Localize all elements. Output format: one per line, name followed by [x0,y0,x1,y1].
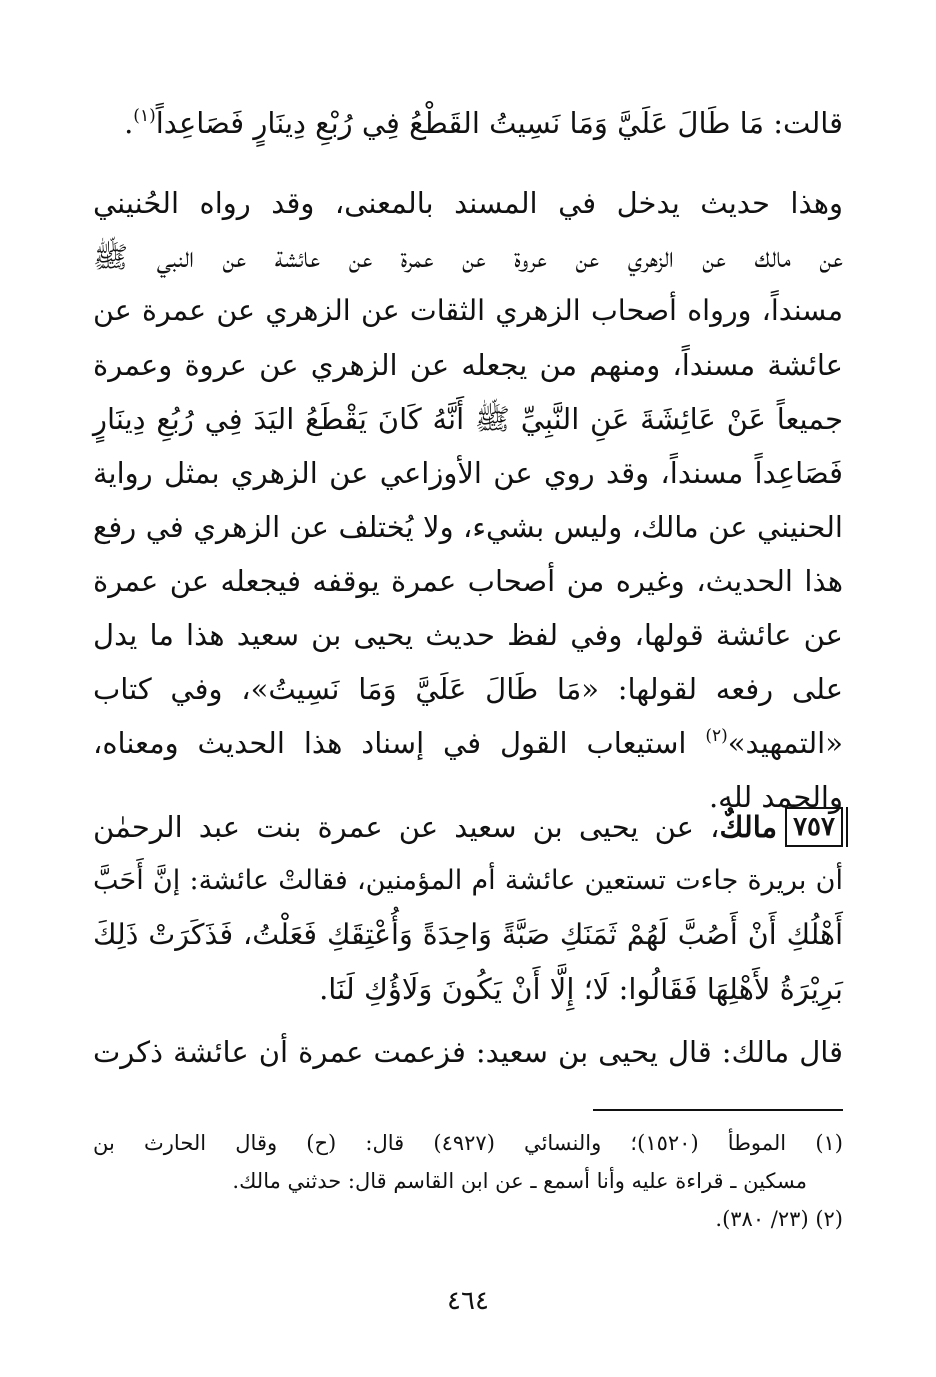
hadith-number-badge: ٧٥٧ [785,807,843,847]
paragraph-line [93,716,843,770]
footnote-ref-1[interactable]: (١) [133,106,156,126]
hadith-line: أَهْلُكِ أَنْ أَصُبَّ لَهُمْ ثَمَنَكِ صَبَّةً وَاحِدَةً وَأُعْتِقَكِ فَعَلْتُ، فَذَكَرَتْ ذَلِكَ [93,918,843,951]
footnote-divider [593,1109,843,1111]
paragraph-line: وهذا حديث يدخل في المسند بالمعنى، وقد رواه الحُنيني [93,186,843,220]
paragraph-line: عن عائشة قولها، وفي لفظ حديث يحيى بن سعيد هذا ما يدل [93,618,843,652]
commentary-paragraph [93,176,843,824]
paragraph-last-line: والحمد لله. [708,780,843,814]
malik-line: قال مالك: قال يحيى بن سعيد: فزعمت عمرة أن عائشة ذكرت [93,1035,843,1069]
intro-text: قالت: مَا طَالَ عَلَيَّ وَمَا نَسِيتُ القَطْعُ فِي رُبْعِ دِينَارٍ فَصَاعِداً [155,106,843,140]
intro-line [93,96,843,150]
intro-end: . [124,106,134,140]
footnote-ref-2[interactable]: (٢) [705,726,728,746]
hadith-first-line [93,800,843,854]
page-number: ٤٦٤ [447,1286,489,1316]
paragraph-line: عن مالك عن الزهري عن عروة عن عمرة عن عائشة عن النبي ﷺ [93,240,843,274]
paragraph-line: جميعاً عَنْ عَائِشَةَ عَنِ النَّبِيِّ ﷺ أَنَّهُ كَانَ يَقْطَعُ اليَدَ فِي رُبُعِ دِينَارٍ [93,402,843,436]
paragraph-line: هذا الحديث، وغيره من أصحاب عمرة يوقفه فيجعله عن عمرة [93,564,843,598]
isnad-text: ، عن يحيى بن سعيد عن عمرة بنت عبد الرحمٰن [93,810,720,844]
malik-statement [93,1025,843,1079]
narrator-name: مالكٌ [719,810,778,844]
footnote-2: (٢) (٢٣/ ٣٨٠). [715,1207,843,1231]
hadith-line: أن بريرة جاءت تستعين عائشة أم المؤمنين، فقالتْ عائشة: إنَّ أَحَبَّ [93,865,843,896]
footnote-1-line-1: (١) الموطأ (١٥٢٠)؛ والنسائي (٤٩٢٧) قال: (ح) وقال الحارث بن [93,1131,843,1155]
paragraph-line: الحنيني عن مالك، وليس بشيء، ولا يُختلف عن الزهري في رفع [93,510,843,544]
paragraph-line: على رفعه لقولها: «مَا طَالَ عَلَيَّ وَمَا نَسِيتُ»، وفي كتاب [93,672,843,706]
book-title: «التمهيد» [727,726,843,760]
hadith-757 [93,800,843,1016]
paragraph-line: فَصَاعِداً مسنداً، وقد روي عن الأوزاعي عن الزهري بمثل رواية [93,456,843,490]
paragraph-line-end: استيعاب القول في إسناد هذا الحديث ومعناه، [93,726,706,760]
hadith-last-line: بَرِيْرَةُ لأَهْلِهَا فَقَالُوا: لَا؛ إِلَّا أَنْ يَكُونَ وَلَاؤُكِ لَنَا. [319,972,843,1006]
footnote-1-line-2: مسكين ـ قراءة عليه وأنا أسمع ـ عن ابن القاسم قال: حدثني مالك. [232,1169,807,1193]
footnotes [93,1124,843,1238]
paragraph-line: مسنداً، ورواه أصحاب الزهري الثقات عن الزهري عن عمرة عن [93,294,843,327]
paragraph-line: عائشة مسنداً، ومنهم من يجعله عن الزهري عن عروة وعمرة [93,348,843,382]
